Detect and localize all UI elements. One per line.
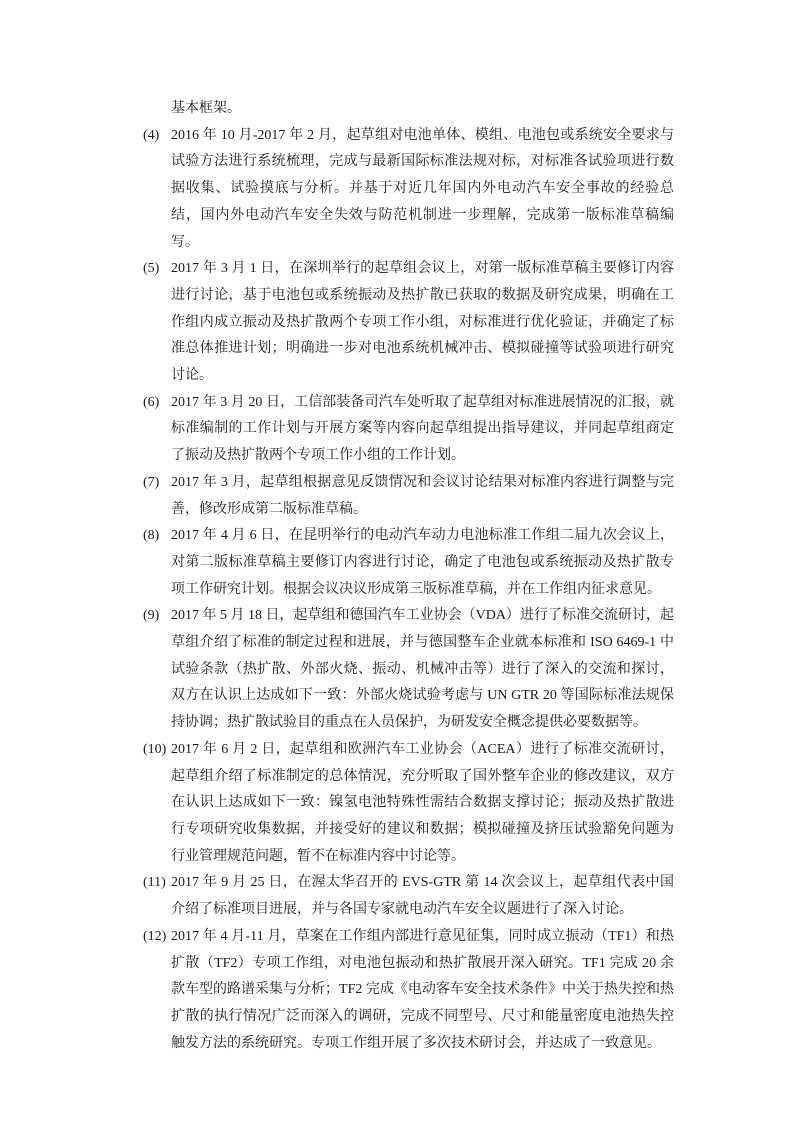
list-item: [143, 470, 674, 523]
paragraph-continuation: 基本框架。: [171, 101, 241, 116]
numbered-list: [143, 123, 674, 1058]
list-item: [143, 870, 674, 923]
list-item-text: 2017 年 6 月 2 日，起草组和欧洲汽车工业协会（ACEA）进行了标准交流研讨，起草组介绍了标准制定的总体情况，充分听取了国外整车企业的修改建议，双方在认识上达成如下一致：镍氢电池特殊性需结合数据支撑讨论；振动及热扩散进行专项研究收集数据，并接受好的建议和数据；模拟碰撞及挤压试验豁免问题为行业管理规范问题，暂不在标准内容中讨论等。: [171, 741, 674, 864]
list-item-number: (12): [143, 928, 167, 944]
list-item-number: (6): [143, 394, 160, 410]
list-item-number: (7): [143, 474, 160, 490]
list-item: [143, 256, 674, 390]
list-item-number: (5): [143, 261, 160, 277]
list-item-text: 2016 年 10 月-2017 年 2 月，起草组对电池单体、模组、电池包或系统安全要求与试验方法进行系统梳理，完成与最新国际标准法规对标，对标准各试验项进行数据收集、试验摸底与分析。并基于对近几年国内外电动汽车安全事故的经验总结，国内外电动汽车安全失效与防范机制进一步理解，完成第一版标准草稿编写。: [171, 127, 674, 250]
list-item: [143, 123, 674, 257]
list-item-text: 2017 年 3 月 1 日，在深圳举行的起草组会议上，对第一版标准草稿主要修订内容进行讨论，基于电池包或系统振动及热扩散已获取的数据及研究成果，明确在工作组内成立振动及热扩散两个专项工作小组，对标准进行优化验证，并确定了标准总体推进计划；明确进一步对电池系统机械冲击、模拟碰撞等试验项进行研究讨论。: [171, 261, 674, 384]
list-item: [143, 390, 674, 470]
list-item-number: (8): [143, 528, 160, 544]
list-item-number: (9): [143, 608, 160, 624]
list-item-text: 2017 年 3 月 20 日，工信部装备司汽车处听取了起草组对标准进展情况的汇报，就标准编制的工作计划与开展方案等内容向起草组提出指导建议，并同起草组商定了振动及热扩散两个专项工作小组的工作计划。: [171, 394, 674, 464]
list-item-number: (4): [143, 127, 160, 143]
list-item-text: 2017 年 5 月 18 日，起草组和德国汽车工业协会（VDA）进行了标准交流研讨，起草组介绍了标准的制定过程和进展，并与德国整车企业就本标准和 ISO 6469-1 中试验条款（热扩散、外部火烧、振动、机械冲击等）进行了深入的交流和探讨，双方在认识上达成如下一致：外部火烧试验考虑与 UN GTR 20 等国际标准法规保持协调；热扩散试验目的重点在人员保护，为研发安全概念提供必要数据等。: [171, 608, 674, 731]
list-item-text: 2017 年 9 月 25 日，在渥太华召开的 EVS-GTR 第 14 次会议上，起草组代表中国介绍了标准项目进展，并与各国专家就电动汽车安全议题进行了深入讨论。: [171, 875, 674, 918]
list-item: [143, 924, 674, 1058]
text-block: [143, 96, 674, 1057]
list-item-number: (10): [143, 741, 167, 757]
list-item: [143, 737, 674, 871]
list-item-text: 2017 年 3 月，起草组根据意见反馈情况和会议讨论结果对标准内容进行调整与完善，修改形成第二版标准草稿。: [171, 474, 674, 517]
list-item-text: 2017 年 4 月 6 日，在昆明举行的电动汽车动力电池标准工作组二届九次会议上，对第二版标准草稿主要修订内容进行讨论，确定了电池包或系统振动及热扩散专项工作研究计划。根据会议决议形成第三版标准草稿，并在工作组内征求意见。: [171, 528, 674, 597]
list-item: [143, 523, 674, 603]
list-item-text: 2017 年 4 月-11 月，草案在工作组内部进行意见征集，同时成立振动（TF1）和热扩散（TF2）专项工作组，对电池包振动和热扩散展开深入研究。TF1 完成 20 余款车型的路谱采集与分析；TF2 完成《电动客车安全技术条件》中关于热失控和热扩散的执行情况广泛而深入的调研，完成不同型号、尺寸和能量密度电池热失控触发方法的系统研究。专项工作组开展了多次技术研讨会，并达成了一致意见。: [171, 928, 674, 1051]
list-item: [143, 603, 674, 737]
list-item-number: (11): [143, 875, 166, 891]
